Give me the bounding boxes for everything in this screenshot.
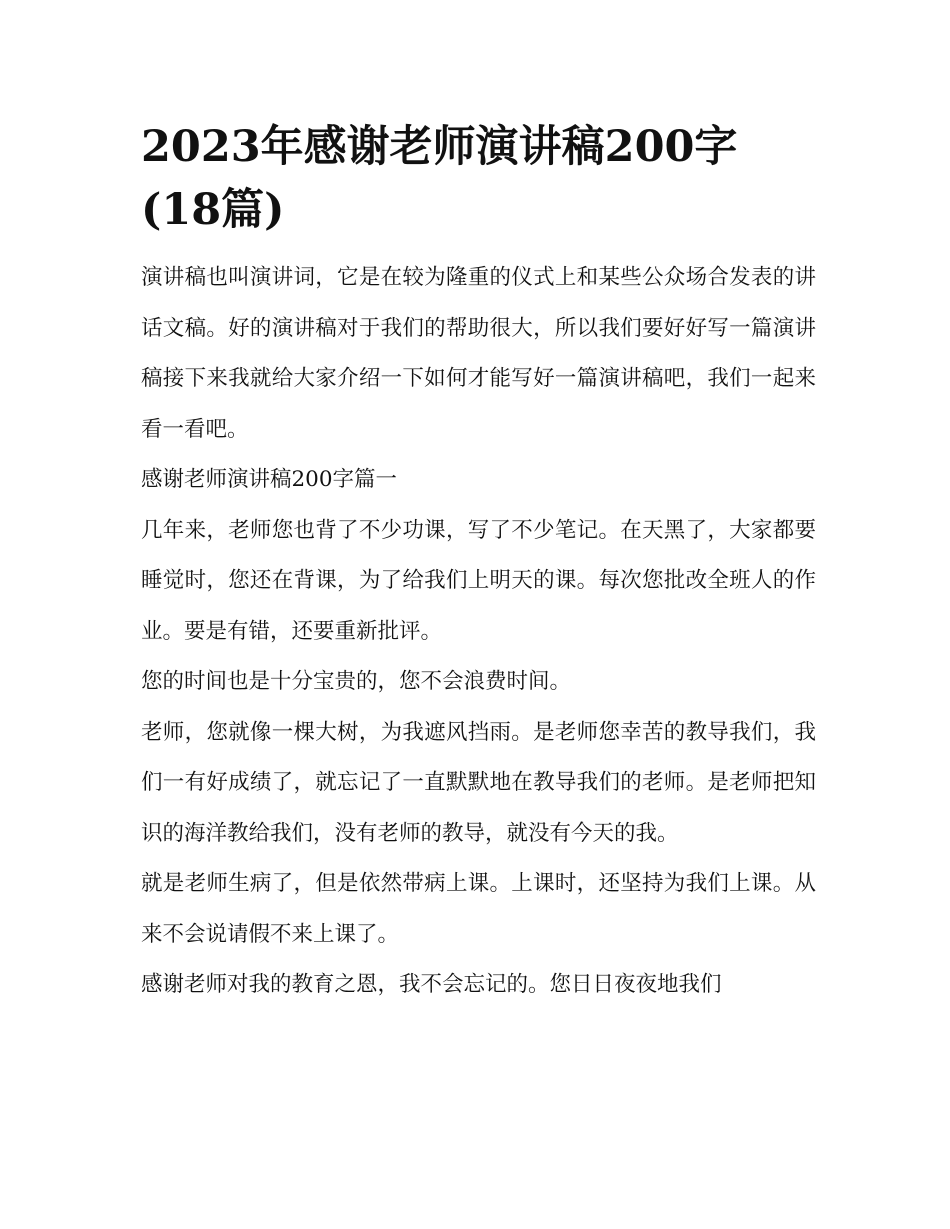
document-title: 2023年感谢老师演讲稿200字(18篇) [141,122,738,235]
body-paragraph: 感谢老师对我的教育之恩，我不会忘记的。您日日夜夜地我们 [141,972,722,997]
intro-paragraph: 演讲稿也叫演讲词，它是在较为隆重的仪式上和某些公众场合发表的讲话文稿。好的演讲稿对于我们的帮助很大，所以我们要好好写一篇演讲稿接下来我就给大家介绍一下如何才能写好一篇演讲稿吧，我们一起来看一看吧。 [141,265,816,442]
section-heading: 感谢老师演讲稿200字篇一 [141,467,398,492]
body-paragraph: 就是老师生病了，但是依然带病上课。上课时，还坚持为我们上课。从来不会说请假不来上课了。 [141,871,816,947]
document-content [141,116,816,1011]
body-paragraph: 几年来，老师您也背了不少功课，写了不少笔记。在天黑了，大家都要睡觉时，您还在背课，为了给我们上明天的课。每次您批改全班人的作业。要是有错，还要重新批评。 [141,517,816,644]
body-paragraph: 您的时间也是十分宝贵的，您不会浪费时间。 [141,669,572,694]
body-paragraph: 老师，您就像一棵大树，为我遮风挡雨。是老师您幸苦的教导我们，我们一有好成绩了，就忘记了一直默默地在教导我们的老师。是老师把知识的海洋教给我们，没有老师的教导，就没有今天的我。 [141,719,816,846]
